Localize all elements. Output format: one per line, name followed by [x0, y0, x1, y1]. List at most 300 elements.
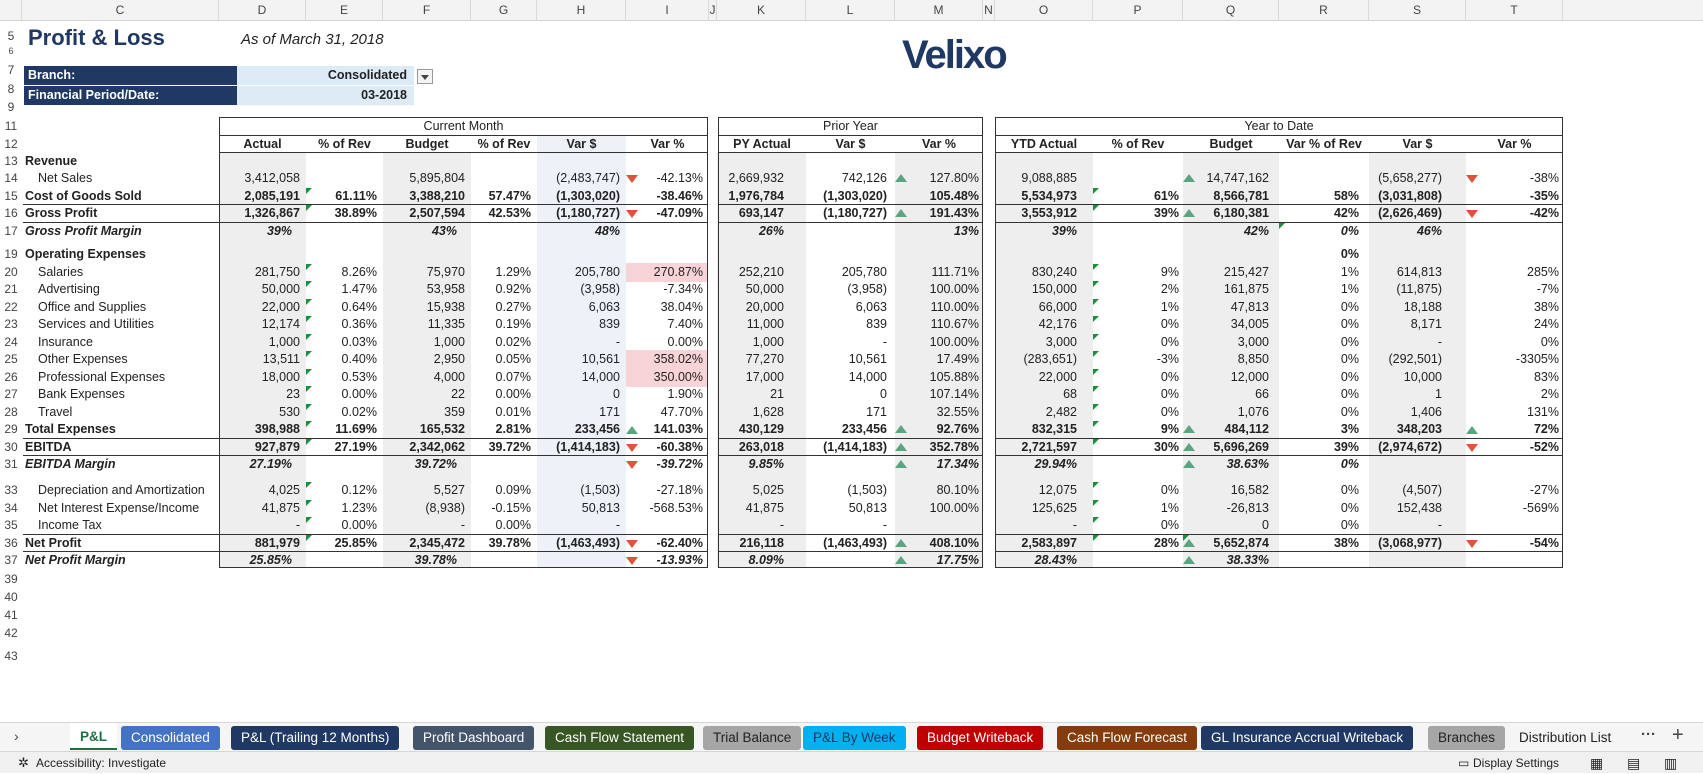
cm-cell-2[interactable]: 2,345,472: [409, 536, 465, 550]
cm-cell-0[interactable]: 2,085,191: [244, 189, 300, 203]
ytd-cell-0[interactable]: 2,583,897: [1021, 536, 1077, 550]
ytd-cell-2[interactable]: 6,180,381: [1213, 206, 1269, 220]
cm-cell-5[interactable]: -47.09%: [656, 206, 703, 220]
py-cell-1[interactable]: (1,414,183): [823, 440, 887, 454]
column-header-G[interactable]: G: [471, 0, 537, 21]
cm-cell-5[interactable]: -13.93%: [656, 553, 703, 567]
cm-cell-1[interactable]: 1.47%: [341, 282, 377, 296]
ytd-cell-5[interactable]: -52%: [1529, 440, 1559, 454]
ytd-cell-2[interactable]: 8,566,781: [1213, 189, 1269, 203]
cm-cell-5[interactable]: -568.53%: [649, 501, 703, 515]
ytd-cell-0[interactable]: 125,625: [1031, 501, 1077, 515]
ytd-cell-1[interactable]: 30%: [1153, 440, 1179, 454]
cm-cell-2[interactable]: 4,000: [433, 370, 465, 384]
ytd-cell-4[interactable]: (2,974,672): [1378, 440, 1442, 454]
py-cell-1[interactable]: (1,503): [847, 483, 887, 497]
ytd-cell-0[interactable]: -: [1072, 518, 1077, 532]
ytd-cell-4[interactable]: 8,171: [1410, 317, 1442, 331]
py-cell-0[interactable]: 216,118: [739, 536, 784, 550]
ytd-cell-1[interactable]: 39%: [1153, 206, 1179, 220]
ytd-cell-2[interactable]: 0: [1262, 518, 1269, 532]
cm-cell-2[interactable]: 43%: [431, 224, 457, 238]
py-cell-2[interactable]: 17.49%: [936, 352, 979, 366]
py-cell-2[interactable]: 352.78%: [929, 440, 979, 454]
ytd-cell-5[interactable]: 83%: [1533, 370, 1559, 384]
cm-cell-4[interactable]: (1,463,493): [556, 536, 620, 550]
py-cell-1[interactable]: -: [882, 518, 887, 532]
cm-cell-3[interactable]: 0.07%: [495, 370, 531, 384]
cm-cell-2[interactable]: 53,958: [426, 282, 465, 296]
row-header-29[interactable]: 29: [4, 422, 18, 436]
ytd-cell-1[interactable]: 0%: [1160, 405, 1179, 419]
column-header-C[interactable]: C: [22, 0, 219, 21]
sheet-tab[interactable]: Budget Writeback: [917, 726, 1043, 750]
ytd-cell-4[interactable]: 152,438: [1396, 501, 1442, 515]
row-header-20[interactable]: 20: [4, 265, 18, 279]
cm-cell-0[interactable]: 39%: [266, 224, 292, 238]
row-header-39[interactable]: 39: [4, 572, 18, 586]
row-header-37[interactable]: 37: [4, 553, 18, 567]
cm-cell-4[interactable]: 48%: [594, 224, 620, 238]
ytd-cell-2[interactable]: 16,582: [1230, 483, 1269, 497]
py-cell-0[interactable]: 2,669,932: [728, 171, 784, 185]
sheet-tab[interactable]: Branches: [1428, 726, 1505, 750]
cm-cell-4[interactable]: (1,303,020): [556, 189, 620, 203]
cm-cell-1[interactable]: 27.19%: [334, 440, 377, 454]
row-header-7[interactable]: 7: [7, 63, 15, 77]
py-cell-1[interactable]: 742,126: [841, 171, 887, 185]
branch-value[interactable]: Consolidated: [327, 68, 407, 82]
py-cell-2[interactable]: 80.10%: [936, 483, 979, 497]
py-cell-2[interactable]: 408.10%: [929, 536, 979, 550]
ytd-cell-5[interactable]: 24%: [1533, 317, 1559, 331]
column-header-K[interactable]: K: [717, 0, 806, 21]
column-header-J[interactable]: J: [709, 0, 717, 21]
cm-cell-2[interactable]: 5,895,804: [409, 171, 465, 185]
ytd-cell-4[interactable]: -: [1437, 518, 1442, 532]
ytd-cell-5[interactable]: 2%: [1540, 387, 1559, 401]
cm-cell-4[interactable]: -: [615, 518, 620, 532]
row-header-13[interactable]: 13: [4, 154, 18, 168]
cm-cell-3[interactable]: 0.27%: [495, 300, 531, 314]
row-header-33[interactable]: 33: [4, 483, 18, 497]
ytd-cell-5[interactable]: 285%: [1527, 265, 1559, 279]
ytd-cell-0[interactable]: 150,000: [1031, 282, 1077, 296]
py-cell-1[interactable]: 6,063: [855, 300, 887, 314]
py-cell-1[interactable]: 171: [866, 405, 887, 419]
ytd-cell-4[interactable]: 18,188: [1403, 300, 1442, 314]
ytd-cell-1[interactable]: 0%: [1160, 335, 1179, 349]
cm-cell-0[interactable]: 22,000: [261, 300, 300, 314]
cm-cell-4[interactable]: (2,483,747): [556, 171, 620, 185]
cm-cell-0[interactable]: 3,412,058: [244, 171, 300, 185]
cm-cell-4[interactable]: 14,000: [581, 370, 620, 384]
ytd-cell-4[interactable]: 10,000: [1403, 370, 1442, 384]
ytd-cell-0[interactable]: 832,315: [1031, 422, 1077, 436]
cm-cell-5[interactable]: 0.00%: [667, 335, 703, 349]
cm-cell-2[interactable]: -: [460, 518, 465, 532]
py-cell-2[interactable]: 107.14%: [929, 387, 979, 401]
column-header-D[interactable]: D: [219, 0, 306, 21]
cm-cell-2[interactable]: 39.78%: [414, 553, 457, 567]
py-cell-2[interactable]: 105.48%: [929, 189, 979, 203]
ytd-cell-0[interactable]: 9,088,885: [1021, 171, 1077, 185]
cm-cell-3[interactable]: 39.78%: [488, 536, 531, 550]
cm-cell-3[interactable]: 57.47%: [488, 189, 531, 203]
row-header-28[interactable]: 28: [4, 405, 18, 419]
column-header-N[interactable]: N: [983, 0, 995, 21]
py-cell-2[interactable]: 17.75%: [936, 553, 979, 567]
ytd-cell-1[interactable]: 9%: [1160, 422, 1179, 436]
cm-cell-4[interactable]: -: [615, 335, 620, 349]
cm-cell-3[interactable]: 42.53%: [488, 206, 531, 220]
py-cell-0[interactable]: 50,000: [745, 282, 784, 296]
cm-cell-5[interactable]: 1.90%: [667, 387, 703, 401]
cm-cell-2[interactable]: 11,335: [427, 317, 465, 331]
row-header-34[interactable]: 34: [4, 501, 18, 515]
cm-cell-0[interactable]: 25.85%: [249, 553, 292, 567]
cm-cell-1[interactable]: 0.40%: [341, 352, 377, 366]
cm-cell-3[interactable]: 0.05%: [495, 352, 531, 366]
more-tabs-icon[interactable]: ···: [1641, 726, 1656, 743]
ytd-cell-2[interactable]: -26,813: [1226, 501, 1269, 515]
cm-cell-4[interactable]: (1,414,183): [556, 440, 620, 454]
py-cell-0[interactable]: 1,976,784: [728, 189, 784, 203]
ytd-cell-2[interactable]: 42%: [1243, 224, 1269, 238]
ytd-cell-4[interactable]: (2,626,469): [1378, 206, 1442, 220]
cm-cell-2[interactable]: 5,527: [433, 483, 465, 497]
add-sheet-icon[interactable]: +: [1672, 724, 1684, 746]
cm-cell-5[interactable]: -7.34%: [663, 282, 703, 296]
py-cell-0[interactable]: 21: [770, 387, 784, 401]
row-header-8[interactable]: 8: [7, 82, 15, 96]
cm-cell-5[interactable]: -42.13%: [656, 171, 703, 185]
py-cell-0[interactable]: 8.09%: [748, 553, 784, 567]
cm-cell-1[interactable]: 38.89%: [334, 206, 377, 220]
cm-cell-0[interactable]: 1,326,867: [244, 206, 300, 220]
ytd-cell-3[interactable]: 1%: [1340, 265, 1359, 279]
py-cell-0[interactable]: 20,000: [745, 300, 784, 314]
ytd-cell-4[interactable]: (292,501): [1388, 352, 1442, 366]
ytd-cell-2[interactable]: 484,112: [1224, 422, 1269, 436]
py-cell-0[interactable]: 1,628: [752, 405, 784, 419]
cm-cell-3[interactable]: -0.15%: [491, 501, 531, 515]
py-cell-2[interactable]: 110.00%: [930, 300, 979, 314]
row-header-36[interactable]: 36: [4, 536, 18, 550]
column-header-L[interactable]: L: [806, 0, 895, 21]
py-cell-0[interactable]: -: [779, 518, 784, 532]
py-cell-1[interactable]: (1,180,727): [823, 206, 887, 220]
ytd-cell-1[interactable]: 0%: [1160, 370, 1179, 384]
py-cell-2[interactable]: 105.88%: [929, 370, 979, 384]
ytd-cell-4[interactable]: (4,507): [1402, 483, 1442, 497]
column-header-T[interactable]: T: [1466, 0, 1563, 21]
cm-cell-4[interactable]: (1,503): [580, 483, 620, 497]
ytd-cell-0[interactable]: 22,000: [1038, 370, 1077, 384]
ytd-cell-3[interactable]: 58%: [1333, 189, 1359, 203]
ytd-cell-3[interactable]: 0%: [1340, 387, 1359, 401]
py-cell-0[interactable]: 252,210: [738, 265, 784, 279]
row-header-43[interactable]: 43: [4, 649, 18, 663]
cm-cell-0[interactable]: 27.19%: [249, 457, 292, 471]
row-header-12[interactable]: 12: [4, 137, 18, 151]
py-cell-1[interactable]: 14,000: [848, 370, 887, 384]
cm-cell-2[interactable]: 1,000: [433, 335, 465, 349]
cm-cell-0[interactable]: 18,000: [261, 370, 300, 384]
ytd-cell-3[interactable]: 0%: [1340, 317, 1359, 331]
cm-cell-0[interactable]: 13,511: [262, 352, 300, 366]
ytd-cell-4[interactable]: 348,203: [1396, 422, 1442, 436]
ytd-cell-5[interactable]: -27%: [1529, 483, 1559, 497]
py-cell-2[interactable]: 13%: [953, 224, 979, 238]
py-cell-2[interactable]: 127.80%: [929, 171, 979, 185]
ytd-cell-0[interactable]: 5,534,973: [1021, 189, 1077, 203]
py-cell-0[interactable]: 77,270: [745, 352, 784, 366]
ytd-cell-1[interactable]: 9%: [1160, 265, 1179, 279]
ytd-cell-1[interactable]: 61%: [1153, 189, 1179, 203]
row-header-5[interactable]: 5: [7, 29, 15, 43]
cm-cell-2[interactable]: 3,388,210: [409, 189, 465, 203]
ytd-cell-4[interactable]: 46%: [1416, 224, 1442, 238]
cm-cell-4[interactable]: 171: [599, 405, 620, 419]
ytd-cell-2[interactable]: 3,000: [1237, 335, 1269, 349]
ytd-cell-0[interactable]: 12,075: [1038, 483, 1077, 497]
cm-cell-2[interactable]: 2,342,062: [409, 440, 465, 454]
cm-cell-4[interactable]: 205,780: [574, 265, 620, 279]
cm-cell-5[interactable]: 358.02%: [653, 352, 703, 366]
cm-cell-5[interactable]: -27.18%: [656, 483, 703, 497]
cm-cell-1[interactable]: 0.36%: [341, 317, 377, 331]
cm-cell-1[interactable]: 0.00%: [341, 387, 377, 401]
row-header-15[interactable]: 15: [4, 189, 18, 203]
ytd-cell-1[interactable]: -3%: [1156, 352, 1179, 366]
ytd-cell-3[interactable]: 42%: [1333, 206, 1359, 220]
row-header-35[interactable]: 35: [4, 518, 18, 532]
cm-cell-1[interactable]: 0.64%: [341, 300, 377, 314]
cm-cell-1[interactable]: 11.69%: [335, 422, 377, 436]
cm-cell-3[interactable]: 0.01%: [495, 405, 531, 419]
ytd-cell-5[interactable]: -569%: [1522, 501, 1559, 515]
ytd-cell-2[interactable]: 12,000: [1230, 370, 1269, 384]
row-header-22[interactable]: 22: [4, 300, 18, 314]
row-header-21[interactable]: 21: [4, 282, 18, 296]
cm-cell-1[interactable]: 1.23%: [341, 501, 377, 515]
cm-cell-2[interactable]: 39.72%: [414, 457, 457, 471]
column-header-M[interactable]: M: [895, 0, 983, 21]
ytd-cell-2[interactable]: 8,850: [1237, 352, 1269, 366]
ytd-cell-0[interactable]: 3,000: [1045, 335, 1077, 349]
py-cell-1[interactable]: 205,780: [841, 265, 887, 279]
ytd-cell-3[interactable]: 0%: [1340, 518, 1359, 532]
cm-cell-5[interactable]: 350.00%: [653, 370, 703, 384]
ytd-cell-1[interactable]: 0%: [1160, 518, 1179, 532]
ytd-cell-2[interactable]: 47,813: [1230, 300, 1269, 314]
py-cell-2[interactable]: 100.00%: [929, 501, 979, 515]
py-cell-1[interactable]: 10,561: [848, 352, 887, 366]
cm-cell-0[interactable]: 881,979: [254, 536, 300, 550]
branch-dropdown-button[interactable]: [417, 69, 433, 84]
py-cell-1[interactable]: (1,463,493): [823, 536, 887, 550]
sheet-tab[interactable]: P&L By Week: [803, 726, 906, 750]
row-header-6[interactable]: 6: [8, 46, 14, 56]
row-header-42[interactable]: 42: [4, 626, 18, 640]
py-cell-0[interactable]: 11,000: [746, 317, 784, 331]
ytd-cell-2[interactable]: 5,696,269: [1213, 440, 1269, 454]
cm-cell-1[interactable]: 0.00%: [341, 518, 377, 532]
cm-cell-5[interactable]: -62.40%: [656, 536, 703, 550]
py-cell-0[interactable]: 41,875: [745, 501, 784, 515]
sheet-tab[interactable]: Consolidated: [121, 726, 220, 750]
cm-cell-2[interactable]: 75,970: [426, 265, 465, 279]
py-cell-0[interactable]: 263,018: [738, 440, 784, 454]
accessibility-status[interactable]: Accessibility: Investigate: [36, 756, 167, 770]
cm-cell-4[interactable]: 50,813: [581, 501, 620, 515]
cm-cell-0[interactable]: 23: [286, 387, 300, 401]
py-cell-1[interactable]: (1,303,020): [823, 189, 887, 203]
ytd-cell-5[interactable]: -38%: [1529, 171, 1559, 185]
column-header-Q[interactable]: Q: [1183, 0, 1279, 21]
sheet-tab[interactable]: Cash Flow Statement: [545, 726, 694, 750]
ytd-cell-4[interactable]: (3,031,808): [1378, 189, 1442, 203]
ytd-cell-4[interactable]: -: [1437, 335, 1442, 349]
cm-cell-4[interactable]: 10,561: [581, 352, 620, 366]
ytd-cell-3[interactable]: 3%: [1340, 422, 1359, 436]
cm-cell-1[interactable]: 0.12%: [341, 483, 377, 497]
ytd-cell-0[interactable]: 2,721,597: [1021, 440, 1077, 454]
cm-cell-5[interactable]: -39.72%: [656, 457, 703, 471]
ytd-cell-5[interactable]: 131%: [1527, 405, 1559, 419]
py-cell-2[interactable]: 32.55%: [936, 405, 979, 419]
sheet-tab[interactable]: Profit Dashboard: [413, 726, 534, 750]
cm-cell-4[interactable]: 233,456: [574, 422, 620, 436]
select-all-corner[interactable]: [0, 0, 22, 21]
ytd-cell-3[interactable]: 0%: [1340, 335, 1359, 349]
py-cell-2[interactable]: 17.34%: [936, 457, 979, 471]
ytd-cell-3[interactable]: 0%: [1340, 405, 1359, 419]
cm-cell-3[interactable]: 0.09%: [495, 483, 531, 497]
ytd-cell-2[interactable]: 38.63%: [1226, 457, 1269, 471]
page-layout-icon[interactable]: ▤: [1627, 755, 1641, 771]
ytd-cell-1[interactable]: 28%: [1153, 536, 1179, 550]
py-cell-2[interactable]: 100.00%: [929, 282, 979, 296]
page-break-icon[interactable]: ▥: [1664, 755, 1678, 771]
cm-cell-3[interactable]: 2.81%: [495, 422, 531, 436]
cm-cell-2[interactable]: 165,532: [419, 422, 465, 436]
cm-cell-1[interactable]: 61.11%: [335, 189, 377, 203]
ytd-cell-4[interactable]: 614,813: [1396, 265, 1442, 279]
column-header-F[interactable]: F: [383, 0, 471, 21]
row-header-9[interactable]: 9: [7, 100, 15, 114]
ytd-cell-0[interactable]: 39%: [1051, 224, 1077, 238]
cm-cell-4[interactable]: 839: [599, 317, 620, 331]
cm-cell-5[interactable]: 7.40%: [667, 317, 703, 331]
ytd-cell-3[interactable]: 0%: [1340, 370, 1359, 384]
column-header-I[interactable]: I: [626, 0, 709, 21]
cm-cell-0[interactable]: 1,000: [268, 335, 300, 349]
row-header-17[interactable]: 17: [4, 224, 18, 238]
ytd-cell-4[interactable]: 1: [1435, 387, 1442, 401]
ytd-cell-0[interactable]: 68: [1063, 387, 1077, 401]
row-header-40[interactable]: 40: [4, 590, 18, 604]
cm-cell-0[interactable]: 530: [279, 405, 300, 419]
ytd-cell-0[interactable]: 42,176: [1038, 317, 1077, 331]
ytd-cell-1[interactable]: 1%: [1160, 501, 1179, 515]
py-cell-2[interactable]: 110.67%: [930, 317, 979, 331]
cm-cell-4[interactable]: 0: [613, 387, 620, 401]
ytd-cell-2[interactable]: 5,652,874: [1213, 536, 1269, 550]
ytd-cell-5[interactable]: 38%: [1533, 300, 1559, 314]
ytd-cell-5[interactable]: 72%: [1533, 422, 1559, 436]
py-cell-1[interactable]: 0: [880, 387, 887, 401]
ytd-cell-3[interactable]: 0%: [1340, 457, 1359, 471]
ytd-cell-1[interactable]: 0%: [1160, 317, 1179, 331]
ytd-cell-2[interactable]: 1,076: [1237, 405, 1269, 419]
ytd-cell-2[interactable]: 38.33%: [1226, 553, 1269, 567]
cm-cell-4[interactable]: (1,180,727): [556, 206, 620, 220]
py-cell-2[interactable]: 191.43%: [929, 206, 979, 220]
row-header-23[interactable]: 23: [4, 317, 18, 331]
ytd-cell-3[interactable]: 0%: [1340, 224, 1359, 238]
column-header-R[interactable]: R: [1279, 0, 1369, 21]
row-header-31[interactable]: 31: [4, 457, 18, 471]
ytd-cell-5[interactable]: -35%: [1529, 189, 1559, 203]
cm-cell-5[interactable]: 47.70%: [660, 405, 703, 419]
ytd-cell-3[interactable]: 0%: [1340, 501, 1359, 515]
py-cell-0[interactable]: 26%: [758, 224, 784, 238]
cm-cell-0[interactable]: 281,750: [254, 265, 300, 279]
scroll-tabs-icon[interactable]: ›: [14, 728, 19, 744]
cm-cell-0[interactable]: 398,988: [254, 422, 300, 436]
cm-cell-5[interactable]: 270.87%: [653, 265, 703, 279]
sheet-tab[interactable]: Distribution List: [1519, 730, 1612, 745]
ytd-cell-2[interactable]: 215,427: [1223, 265, 1269, 279]
ytd-cell-0[interactable]: 830,240: [1031, 265, 1077, 279]
cm-cell-0[interactable]: 12,174: [261, 317, 300, 331]
row-header-30[interactable]: 30: [4, 440, 18, 454]
column-header-P[interactable]: P: [1093, 0, 1183, 21]
row-header-11[interactable]: 11: [4, 119, 18, 133]
ytd-cell-4[interactable]: 1,406: [1410, 405, 1442, 419]
py-cell-0[interactable]: 9.85%: [748, 457, 784, 471]
row-header-24[interactable]: 24: [4, 335, 18, 349]
ytd-cell-3[interactable]: 0%: [1340, 247, 1359, 261]
ytd-cell-2[interactable]: 66: [1255, 387, 1269, 401]
cm-cell-4[interactable]: 6,063: [588, 300, 620, 314]
cm-cell-2[interactable]: 2,950: [433, 352, 465, 366]
ytd-cell-4[interactable]: (3,068,977): [1378, 536, 1442, 550]
row-header-19[interactable]: 19: [4, 247, 18, 261]
ytd-cell-4[interactable]: (5,658,277): [1378, 171, 1442, 185]
ytd-cell-3[interactable]: 0%: [1340, 300, 1359, 314]
cm-cell-5[interactable]: 141.03%: [653, 422, 703, 436]
row-header-41[interactable]: 41: [4, 608, 18, 622]
ytd-cell-0[interactable]: 29.94%: [1034, 457, 1077, 471]
cm-cell-3[interactable]: 0.02%: [495, 335, 531, 349]
column-header-H[interactable]: H: [537, 0, 626, 21]
sheet-tab[interactable]: P&L: [70, 723, 117, 750]
cm-cell-5[interactable]: 38.04%: [660, 300, 703, 314]
cm-cell-2[interactable]: 2,507,594: [409, 206, 465, 220]
sheet-tab[interactable]: P&L (Trailing 12 Months): [231, 726, 399, 750]
row-header-16[interactable]: 16: [4, 206, 18, 220]
ytd-cell-5[interactable]: -54%: [1529, 536, 1559, 550]
ytd-cell-1[interactable]: 2%: [1160, 282, 1179, 296]
cm-cell-5[interactable]: -60.38%: [656, 440, 703, 454]
column-header-E[interactable]: E: [306, 0, 383, 21]
py-cell-2[interactable]: 111.71%: [931, 265, 979, 279]
py-cell-2[interactable]: 92.76%: [936, 422, 979, 436]
ytd-cell-5[interactable]: -42%: [1529, 206, 1559, 220]
